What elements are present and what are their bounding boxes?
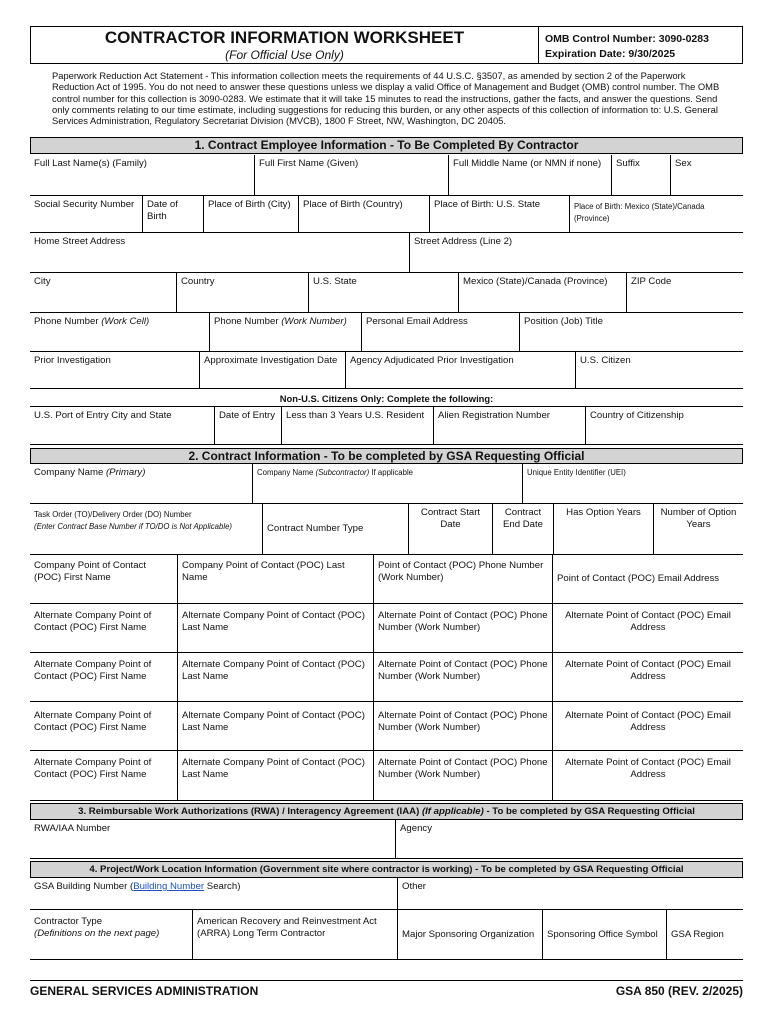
- position-field[interactable]: Position (Job) Title: [519, 313, 743, 352]
- form-header: [30, 26, 743, 64]
- form-subtitle: (For Official Use Only): [225, 48, 344, 62]
- sponsoring-office-symbol-field[interactable]: Sponsoring Office Symbol: [542, 910, 666, 960]
- form-title: CONTRACTOR INFORMATION WORKSHEET: [104, 28, 465, 47]
- omb-number: OMB Control Number: 3090-0283: [545, 33, 709, 45]
- last-name-field[interactable]: Full Last Name(s) (Family): [30, 155, 254, 196]
- city-field[interactable]: City: [30, 273, 176, 313]
- poc-first-name-field[interactable]: Company Point of Contact (POC) First Name: [30, 555, 177, 604]
- alt-poc-2-first-name-field[interactable]: Alternate Company Point of Contact (POC) First Name: [30, 653, 177, 702]
- first-name-field[interactable]: Full First Name (Given): [254, 155, 448, 196]
- alt-poc-1-email-field[interactable]: Alternate Point of Contact (POC) Email Address: [552, 604, 743, 653]
- alt-poc-4-phone-field[interactable]: Alternate Point of Contact (POC) Phone Number (Work Number): [373, 751, 552, 801]
- phone-cell-label-italic: (Work Cell): [101, 316, 150, 327]
- alt-poc-3-phone-field[interactable]: Alternate Point of Contact (POC) Phone Number (Work Number): [373, 702, 552, 751]
- port-of-entry-field[interactable]: U.S. Port of Entry City and State: [30, 407, 214, 445]
- pob-city-field[interactable]: Place of Birth (City): [203, 196, 298, 233]
- zip-field[interactable]: ZIP Code: [626, 273, 743, 313]
- alt-poc-3-last-name-field[interactable]: Alternate Company Point of Contact (POC) Last Name: [177, 702, 373, 751]
- us-citizen-field[interactable]: U.S. Citizen: [575, 352, 743, 389]
- expiration-date: Expiration Date: 9/30/2025: [545, 48, 676, 60]
- alien-registration-field[interactable]: Alien Registration Number: [433, 407, 585, 445]
- company-name-label: Company Name: [34, 467, 106, 478]
- arra-field[interactable]: American Recovery and Reinvestment Act (ARRA) Long Term Contractor: [192, 910, 397, 960]
- alt-poc-1-first-name-field[interactable]: Alternate Company Point of Contact (POC) First Name: [30, 604, 177, 653]
- alt-poc-2-last-name-field[interactable]: Alternate Company Point of Contact (POC) Last Name: [177, 653, 373, 702]
- sub-name-label: Company Name: [257, 468, 316, 477]
- poc-email-field[interactable]: Point of Contact (POC) Email Address: [552, 555, 743, 604]
- less-than-3-years-field[interactable]: Less than 3 Years U.S. Resident: [281, 407, 433, 445]
- country-citizenship-field[interactable]: Country of Citizenship: [585, 407, 743, 445]
- section3-title-italic: (If applicable): [421, 806, 484, 817]
- contract-start-date-field[interactable]: Contract Start Date: [408, 504, 492, 555]
- middle-name-field[interactable]: Full Middle Name (or NMN if none): [448, 155, 611, 196]
- section4-header: 4. Project/Work Location Information (Government site where contractor is working) - To be completed by GSA Requesting Official: [30, 861, 743, 878]
- dob-field[interactable]: Date of Birth: [142, 196, 203, 233]
- date-of-entry-field[interactable]: Date of Entry: [214, 407, 281, 445]
- alt-poc-1-phone-field[interactable]: Alternate Point of Contact (POC) Phone Number (Work Number): [373, 604, 552, 653]
- footer-agency: GENERAL SERVICES ADMINISTRATION: [30, 984, 259, 998]
- phone-work-field[interactable]: [209, 313, 361, 352]
- phone-cell-label: Phone Number: [34, 316, 102, 327]
- agency-field[interactable]: Agency: [395, 820, 743, 859]
- ssn-field[interactable]: Social Security Number: [30, 196, 142, 233]
- uei-field[interactable]: Unique Entity Identifier (UEI): [522, 464, 743, 504]
- contractor-type-field[interactable]: [30, 910, 192, 960]
- agency-adjudicated-field[interactable]: Agency Adjudicated Prior Investigation: [345, 352, 575, 389]
- section3-title: 3. Reimbursable Work Authorizations (RWA) / Interagency Agreement (IAA): [78, 806, 422, 817]
- approx-investigation-date-field[interactable]: Approximate Investigation Date: [199, 352, 345, 389]
- company-name-sub-field[interactable]: [252, 464, 522, 504]
- section3-header: [30, 803, 743, 820]
- alt-poc-2-email-field[interactable]: Alternate Point of Contact (POC) Email Address: [552, 653, 743, 702]
- building-label-pre: GSA Building Number (: [34, 881, 134, 892]
- alt-poc-3-first-name-field[interactable]: Alternate Company Point of Contact (POC) First Name: [30, 702, 177, 751]
- company-name-primary-italic: (Primary): [105, 467, 146, 478]
- company-name-primary-field[interactable]: [30, 464, 252, 504]
- building-label-post: Search): [204, 881, 241, 892]
- prior-investigation-field[interactable]: Prior Investigation: [30, 352, 199, 389]
- section3-title-post: - To be completed by GSA Requesting Official: [483, 806, 695, 817]
- omb-block: [545, 32, 709, 62]
- has-option-years-field[interactable]: Has Option Years: [553, 504, 653, 555]
- mexico-state-field[interactable]: Mexico (State)/Canada (Province): [458, 273, 626, 313]
- country-field[interactable]: Country: [176, 273, 308, 313]
- alt-poc-1-last-name-field[interactable]: Alternate Company Point of Contact (POC) Last Name: [177, 604, 373, 653]
- email-field[interactable]: Personal Email Address: [361, 313, 519, 352]
- home-address-field[interactable]: Home Street Address: [30, 233, 409, 273]
- sub-name-italic: (Subcontractor): [315, 468, 370, 477]
- phone-work-label: Phone Number: [214, 316, 282, 327]
- alt-poc-4-email-field[interactable]: Alternate Point of Contact (POC) Email Address: [552, 751, 743, 801]
- pob-state-field[interactable]: Place of Birth: U.S. State: [429, 196, 569, 233]
- footer-divider: [30, 980, 743, 981]
- gsa-region-field[interactable]: GSA Region: [666, 910, 743, 960]
- contract-number-type-field[interactable]: Contract Number Type: [262, 504, 408, 555]
- pob-country-field[interactable]: Place of Birth (Country): [298, 196, 429, 233]
- section2-header: 2. Contract Information - To be completed by GSA Requesting Official: [30, 448, 743, 464]
- phone-work-label-italic: (Work Number): [281, 316, 347, 327]
- alt-poc-4-first-name-field[interactable]: Alternate Company Point of Contact (POC) First Name: [30, 751, 177, 801]
- task-order-field[interactable]: [30, 504, 262, 555]
- us-state-field[interactable]: U.S. State: [308, 273, 458, 313]
- footer-form-number: GSA 850 (REV. 2/2025): [615, 984, 743, 998]
- major-sponsoring-org-field[interactable]: Major Sponsoring Organization: [397, 910, 542, 960]
- suffix-field[interactable]: Suffix: [611, 155, 670, 196]
- task-order-note: (Enter Contract Base Number if TO/DO is Not Applicable): [34, 522, 233, 531]
- contractor-type-label: Contractor Type: [34, 916, 103, 927]
- header-title-block: [31, 27, 539, 63]
- building-number-search-link[interactable]: Building Number: [133, 881, 205, 892]
- task-order-label: Task Order (TO)/Delivery Order (DO) Number: [34, 510, 192, 519]
- number-option-years-field[interactable]: Number of Option Years: [653, 504, 743, 555]
- non-us-citizens-note: Non-U.S. Citizens Only: Complete the following:: [279, 393, 494, 404]
- sex-field[interactable]: Sex: [670, 155, 743, 196]
- poc-phone-field[interactable]: Point of Contact (POC) Phone Number (Work Number): [373, 555, 552, 604]
- phone-cell-field[interactable]: [30, 313, 209, 352]
- contractor-type-note: (Definitions on the next page): [34, 928, 160, 939]
- section1-header: 1. Contract Employee Information - To Be Completed By Contractor: [30, 137, 743, 154]
- other-location-field[interactable]: Other: [397, 878, 743, 910]
- pob-mexico-field[interactable]: Place of Birth: Mexico (State)/Canada (Province): [569, 196, 743, 233]
- pra-statement: Paperwork Reduction Act Statement - This information collection meets the requirements of 44 U.S.C. §3507, as amended by section 2 of the Paperwork Reduction Act of 1995. You do not need to answer these questions unless we display a valid Office of Management and Budget (OMB) control number. The OMB control number for this collection is 3090-0283. We estimate that it will take 15 minutes to read the instructions, gather the facts, and answer the questions. Send only comments relating to our time estimate, including suggestions for reducing this burden, or any other aspects of this collection of information to: U.S. General Services Administration, Regulatory Secretariat Division (MVCB), 1800 F Street, NW, Washington, DC 20405.: [52, 70, 720, 127]
- sub-name-post: If applicable: [369, 468, 414, 477]
- contract-end-date-field[interactable]: Contract End Date: [492, 504, 553, 555]
- alt-poc-2-phone-field[interactable]: Alternate Point of Contact (POC) Phone Number (Work Number): [373, 653, 552, 702]
- alt-poc-4-last-name-field[interactable]: Alternate Company Point of Contact (POC) Last Name: [177, 751, 373, 801]
- rwa-iaa-number-field[interactable]: RWA/IAA Number: [30, 820, 395, 859]
- poc-last-name-field[interactable]: Company Point of Contact (POC) Last Name: [177, 555, 373, 604]
- alt-poc-3-email-field[interactable]: Alternate Point of Contact (POC) Email Address: [552, 702, 743, 751]
- address-line2-field[interactable]: Street Address (Line 2): [409, 233, 743, 273]
- gsa-building-number-field[interactable]: [30, 878, 397, 910]
